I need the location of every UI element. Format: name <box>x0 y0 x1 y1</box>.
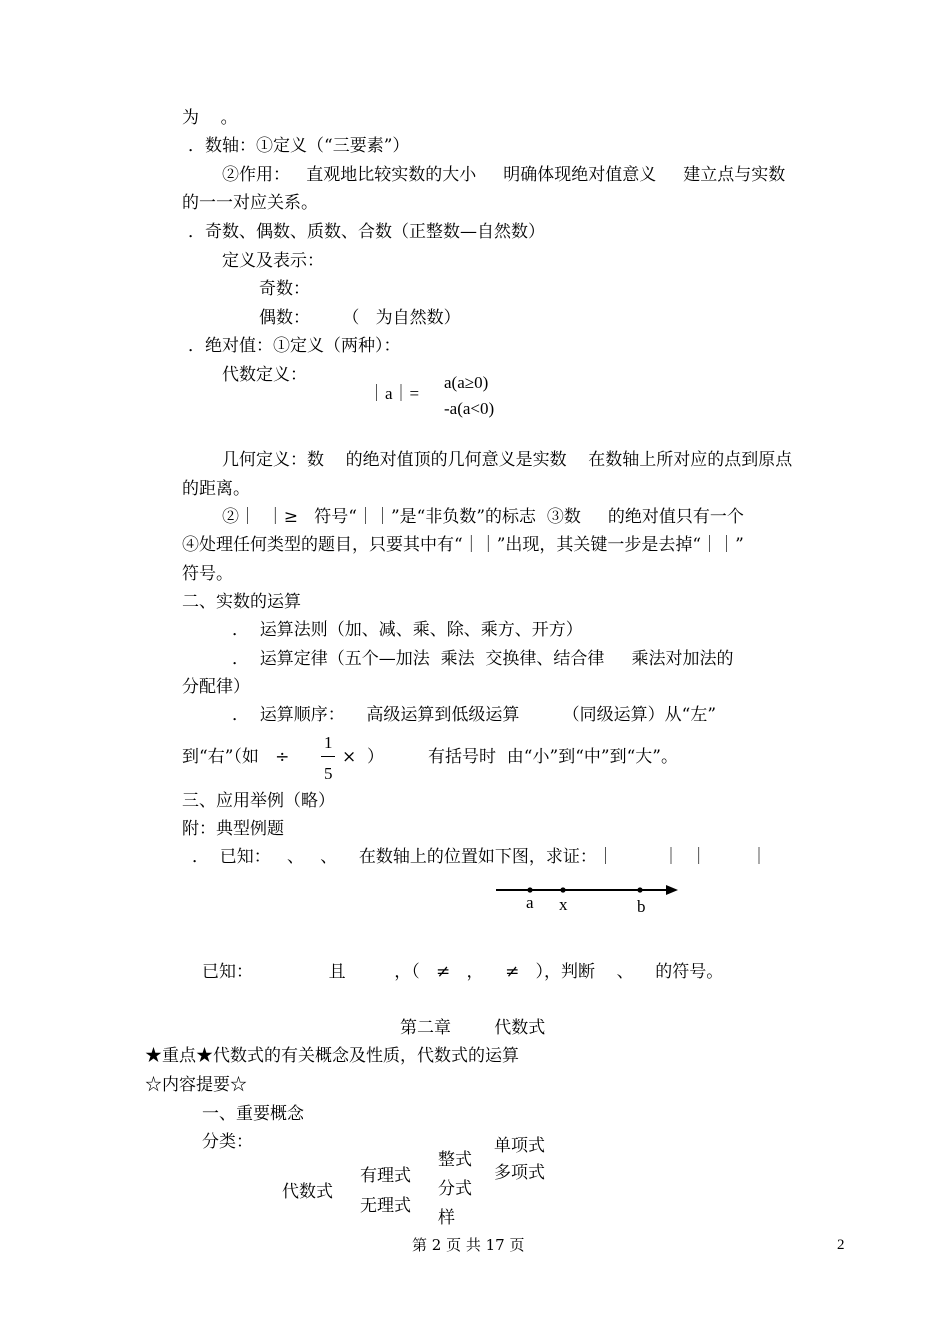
text-line: ④处理任何类型的题目，只要其中有“｜｜”出现，其关键一步是去掉“｜｜” <box>182 535 744 555</box>
text-line: 几何定义：数 的绝对值顶的几何意义是实数 在数轴上所对应的点到原点 <box>222 450 793 470</box>
section-heading: 二、实数的运算 <box>182 592 301 612</box>
point-b-label: b <box>637 897 646 916</box>
fraction-bar <box>321 756 335 757</box>
point-a-label: a <box>526 893 534 912</box>
text-line: ． 运算顺序： 高级运算到低级运算 （同级运算）从“左” <box>232 705 717 725</box>
text-line: ．数轴：①定义（“三要素”） <box>188 136 410 156</box>
tree-monomial: 单项式 <box>494 1136 545 1156</box>
text-line: 偶数： （ 为自然数） <box>259 308 461 328</box>
point-a <box>527 887 532 892</box>
tree-polynomial: 多项式 <box>494 1163 545 1183</box>
text-line: 定义及表示： <box>222 251 324 271</box>
section-heading: 三、应用举例（略） <box>182 791 335 811</box>
point-x-label: x <box>559 895 568 914</box>
point-b <box>637 887 642 892</box>
text-line: 分类： <box>202 1132 253 1152</box>
tree-root: 代数式 <box>282 1182 333 1202</box>
point-x <box>560 887 565 892</box>
tree-rational: 有理式 <box>360 1166 411 1186</box>
text-line: 的距离。 <box>182 479 250 499</box>
fraction-denominator: 5 <box>324 764 333 783</box>
text-line: ． 运算定律（五个—加法 乘法 交换律、结合律 乘法对加法的 <box>232 649 734 669</box>
text-line: 代数定义： <box>222 365 307 385</box>
text-line: 奇数： <box>259 279 310 299</box>
number-line-arrow <box>666 885 678 895</box>
text-line: 到“右”（如 ÷ <box>182 747 290 767</box>
section-heading: 一、重要概念 <box>202 1104 304 1124</box>
text-line: ②｜ ｜≥ 符号“｜｜”是“非负数”的标志 ③数 的绝对值只有一个 <box>222 507 744 527</box>
text-line: 的一一对应关系。 <box>182 193 318 213</box>
tree-irrational: 无理式 <box>360 1196 411 1216</box>
abs-case-negative: -a(a<0) <box>444 399 495 418</box>
key-points: ★重点★代数式的有关概念及性质，代数式的运算 <box>145 1046 519 1066</box>
text-line: 附：典型例题 <box>182 819 284 839</box>
number-line-diagram <box>492 880 692 920</box>
chapter-title: 第二章 代数式 <box>400 1018 546 1038</box>
content-summary-heading: ☆内容提要☆ <box>145 1075 247 1095</box>
text-line: ②作用： 直观地比较实数的大小 明确体现绝对值意义 建立点与实数 <box>222 165 786 185</box>
text-line: × ） <box>342 747 385 767</box>
page-footer: 第 2 页 共 17 页 <box>412 1236 525 1254</box>
abs-lhs: ｜a｜= <box>368 384 420 403</box>
text-line: ．奇数、偶数、质数、合数（正整数—自然数） <box>188 222 545 242</box>
text-line: 有括号时 由“小”到“中”到“大”。 <box>428 747 678 767</box>
text-line: 符号。 <box>182 564 233 584</box>
text-line: 已知： 且 ，（ ≠ ， ≠ ），判断 、 的符号。 <box>202 962 724 982</box>
tree-sample: 样 <box>438 1208 455 1228</box>
text-line: ．绝对值：①定义（两种）： <box>188 336 401 356</box>
text-line: 为 。 <box>182 108 238 128</box>
tree-fractional: 分式 <box>438 1179 472 1199</box>
abs-case-nonnegative: a(a≥0) <box>444 373 489 392</box>
tree-integral: 整式 <box>438 1150 472 1170</box>
text-line: ． 运算法则（加、减、乘、除、乘方、开方） <box>232 620 583 640</box>
text-line: 分配律） <box>182 677 250 697</box>
fraction-numerator: 1 <box>324 733 333 752</box>
page-number: 2 <box>837 1237 845 1253</box>
text-line: ． 已知： 、 、 在数轴上的位置如下图，求证：｜ ｜ ｜ ｜ <box>192 847 768 867</box>
